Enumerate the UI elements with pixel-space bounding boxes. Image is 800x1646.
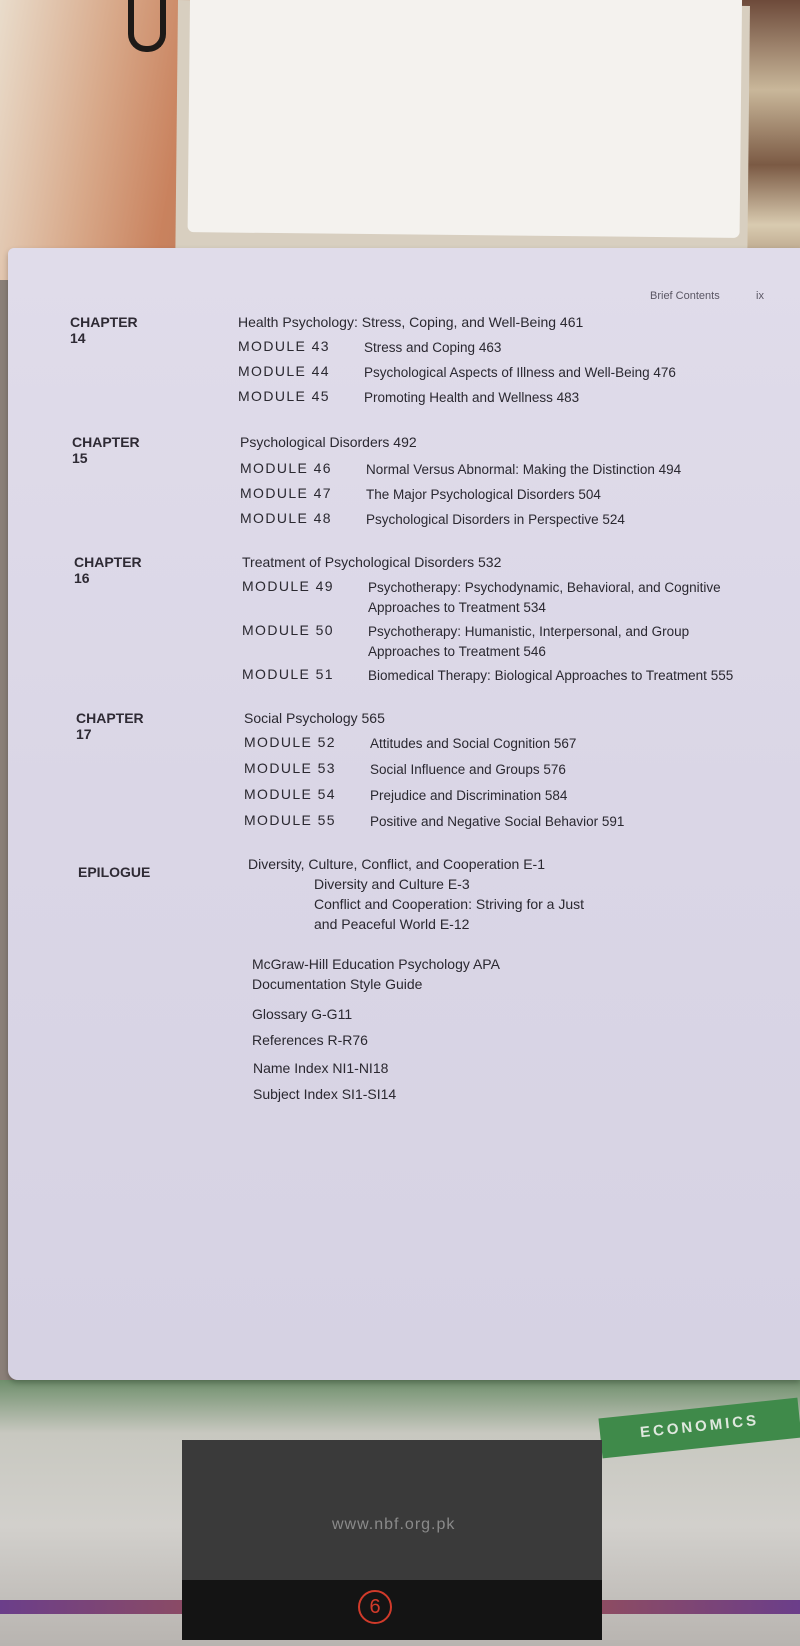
badge-number: 6: [358, 1590, 392, 1624]
module-row: [238, 363, 676, 383]
chapter-title: Social Psychology 565: [244, 710, 385, 726]
notebook: [175, 0, 750, 268]
module-label: MODULE 53: [244, 760, 336, 776]
page-number: ix: [756, 290, 764, 302]
module-title: Biomedical Therapy: Biological Approaches to Treatment 555: [368, 668, 734, 683]
module-title: [368, 622, 689, 662]
module-title-line: Psychotherapy: Psychodynamic, Behavioral, and Cognitive: [368, 580, 721, 595]
module-title-line: Approaches to Treatment 534: [368, 600, 546, 615]
module-title: Psychological Disorders in Perspective 524: [366, 512, 625, 527]
module-label: MODULE 54: [244, 786, 336, 802]
chapter-title: Treatment of Psychological Disorders 532: [242, 554, 502, 570]
module-label: MODULE 45: [238, 388, 330, 404]
module-label: MODULE 50: [242, 622, 334, 638]
book-spine-text: ECONOMICS: [639, 1411, 760, 1442]
module-label: MODULE 43: [238, 338, 330, 354]
module-row: [244, 734, 576, 754]
chapter-label: CHAPTER 15: [72, 434, 140, 466]
module-title: Attitudes and Social Cognition 567: [370, 736, 577, 751]
subject-index-entry: Subject Index SI1-SI14: [253, 1086, 397, 1102]
chapter-label: CHAPTER 17: [76, 710, 144, 742]
chapter-label: CHAPTER 14: [70, 314, 138, 346]
contents-page: [8, 248, 800, 1380]
bottom-band: [182, 1580, 602, 1640]
website-text: www.nbf.org.pk: [332, 1516, 456, 1533]
module-title: Positive and Negative Social Behavior 591: [370, 814, 625, 829]
module-title-line: Approaches to Treatment 546: [368, 644, 546, 659]
module-title: Normal Versus Abnormal: Making the Distinction 494: [366, 462, 682, 477]
module-title: The Major Psychological Disorders 504: [366, 487, 601, 502]
module-row: [242, 622, 689, 662]
references-entry: References R-R76: [252, 1032, 368, 1048]
module-title: [368, 578, 721, 618]
module-row: [238, 388, 579, 408]
bottom-card: [182, 1440, 602, 1640]
module-title: Psychological Aspects of Illness and Well-Being 476: [364, 365, 676, 380]
module-row: [242, 578, 721, 618]
module-row: [240, 510, 625, 530]
style-guide-line: Documentation Style Guide: [252, 976, 423, 992]
glossary-entry: Glossary G-G11: [252, 1006, 353, 1022]
module-title: Promoting Health and Wellness 483: [364, 390, 580, 405]
module-title: Prejudice and Discrimination 584: [370, 788, 568, 803]
module-row: [240, 485, 601, 505]
style-guide-line: McGraw-Hill Education Psychology APA: [252, 956, 500, 972]
module-title: Stress and Coping 463: [364, 340, 502, 355]
epilogue-label: EPILOGUE: [78, 864, 151, 880]
epilogue-item: Diversity and Culture E-3: [314, 876, 470, 892]
module-row: [244, 760, 566, 780]
chapter-title: Health Psychology: Stress, Coping, and Well-Being 461: [238, 314, 584, 330]
epilogue-title: Diversity, Culture, Conflict, and Cooperation E-1: [248, 856, 545, 872]
module-label: MODULE 55: [244, 812, 336, 828]
running-header: Brief Contents: [650, 290, 720, 302]
module-label: MODULE 46: [240, 460, 332, 476]
module-label: MODULE 51: [242, 666, 334, 682]
module-row: [240, 460, 681, 480]
epilogue-item: Conflict and Cooperation: Striving for a Just: [314, 896, 585, 912]
chapter-label: CHAPTER 16: [74, 554, 142, 586]
module-title: Social Influence and Groups 576: [370, 762, 566, 777]
module-label: MODULE 47: [240, 485, 332, 501]
module-title-line: Psychotherapy: Humanistic, Interpersonal, and Group: [368, 624, 690, 639]
cord: [128, 0, 166, 52]
module-label: MODULE 44: [238, 363, 330, 379]
module-label: MODULE 49: [242, 578, 334, 594]
name-index-entry: Name Index NI1-NI18: [253, 1060, 389, 1076]
chapter-title: Psychological Disorders 492: [240, 434, 417, 450]
notebook-cover: [188, 0, 743, 238]
module-row: [244, 786, 567, 806]
module-row: [242, 666, 733, 686]
module-row: [244, 812, 624, 832]
epilogue-item: and Peaceful World E-12: [314, 916, 470, 932]
module-row: [238, 338, 501, 358]
module-label: MODULE 48: [240, 510, 332, 526]
module-label: MODULE 52: [244, 734, 336, 750]
